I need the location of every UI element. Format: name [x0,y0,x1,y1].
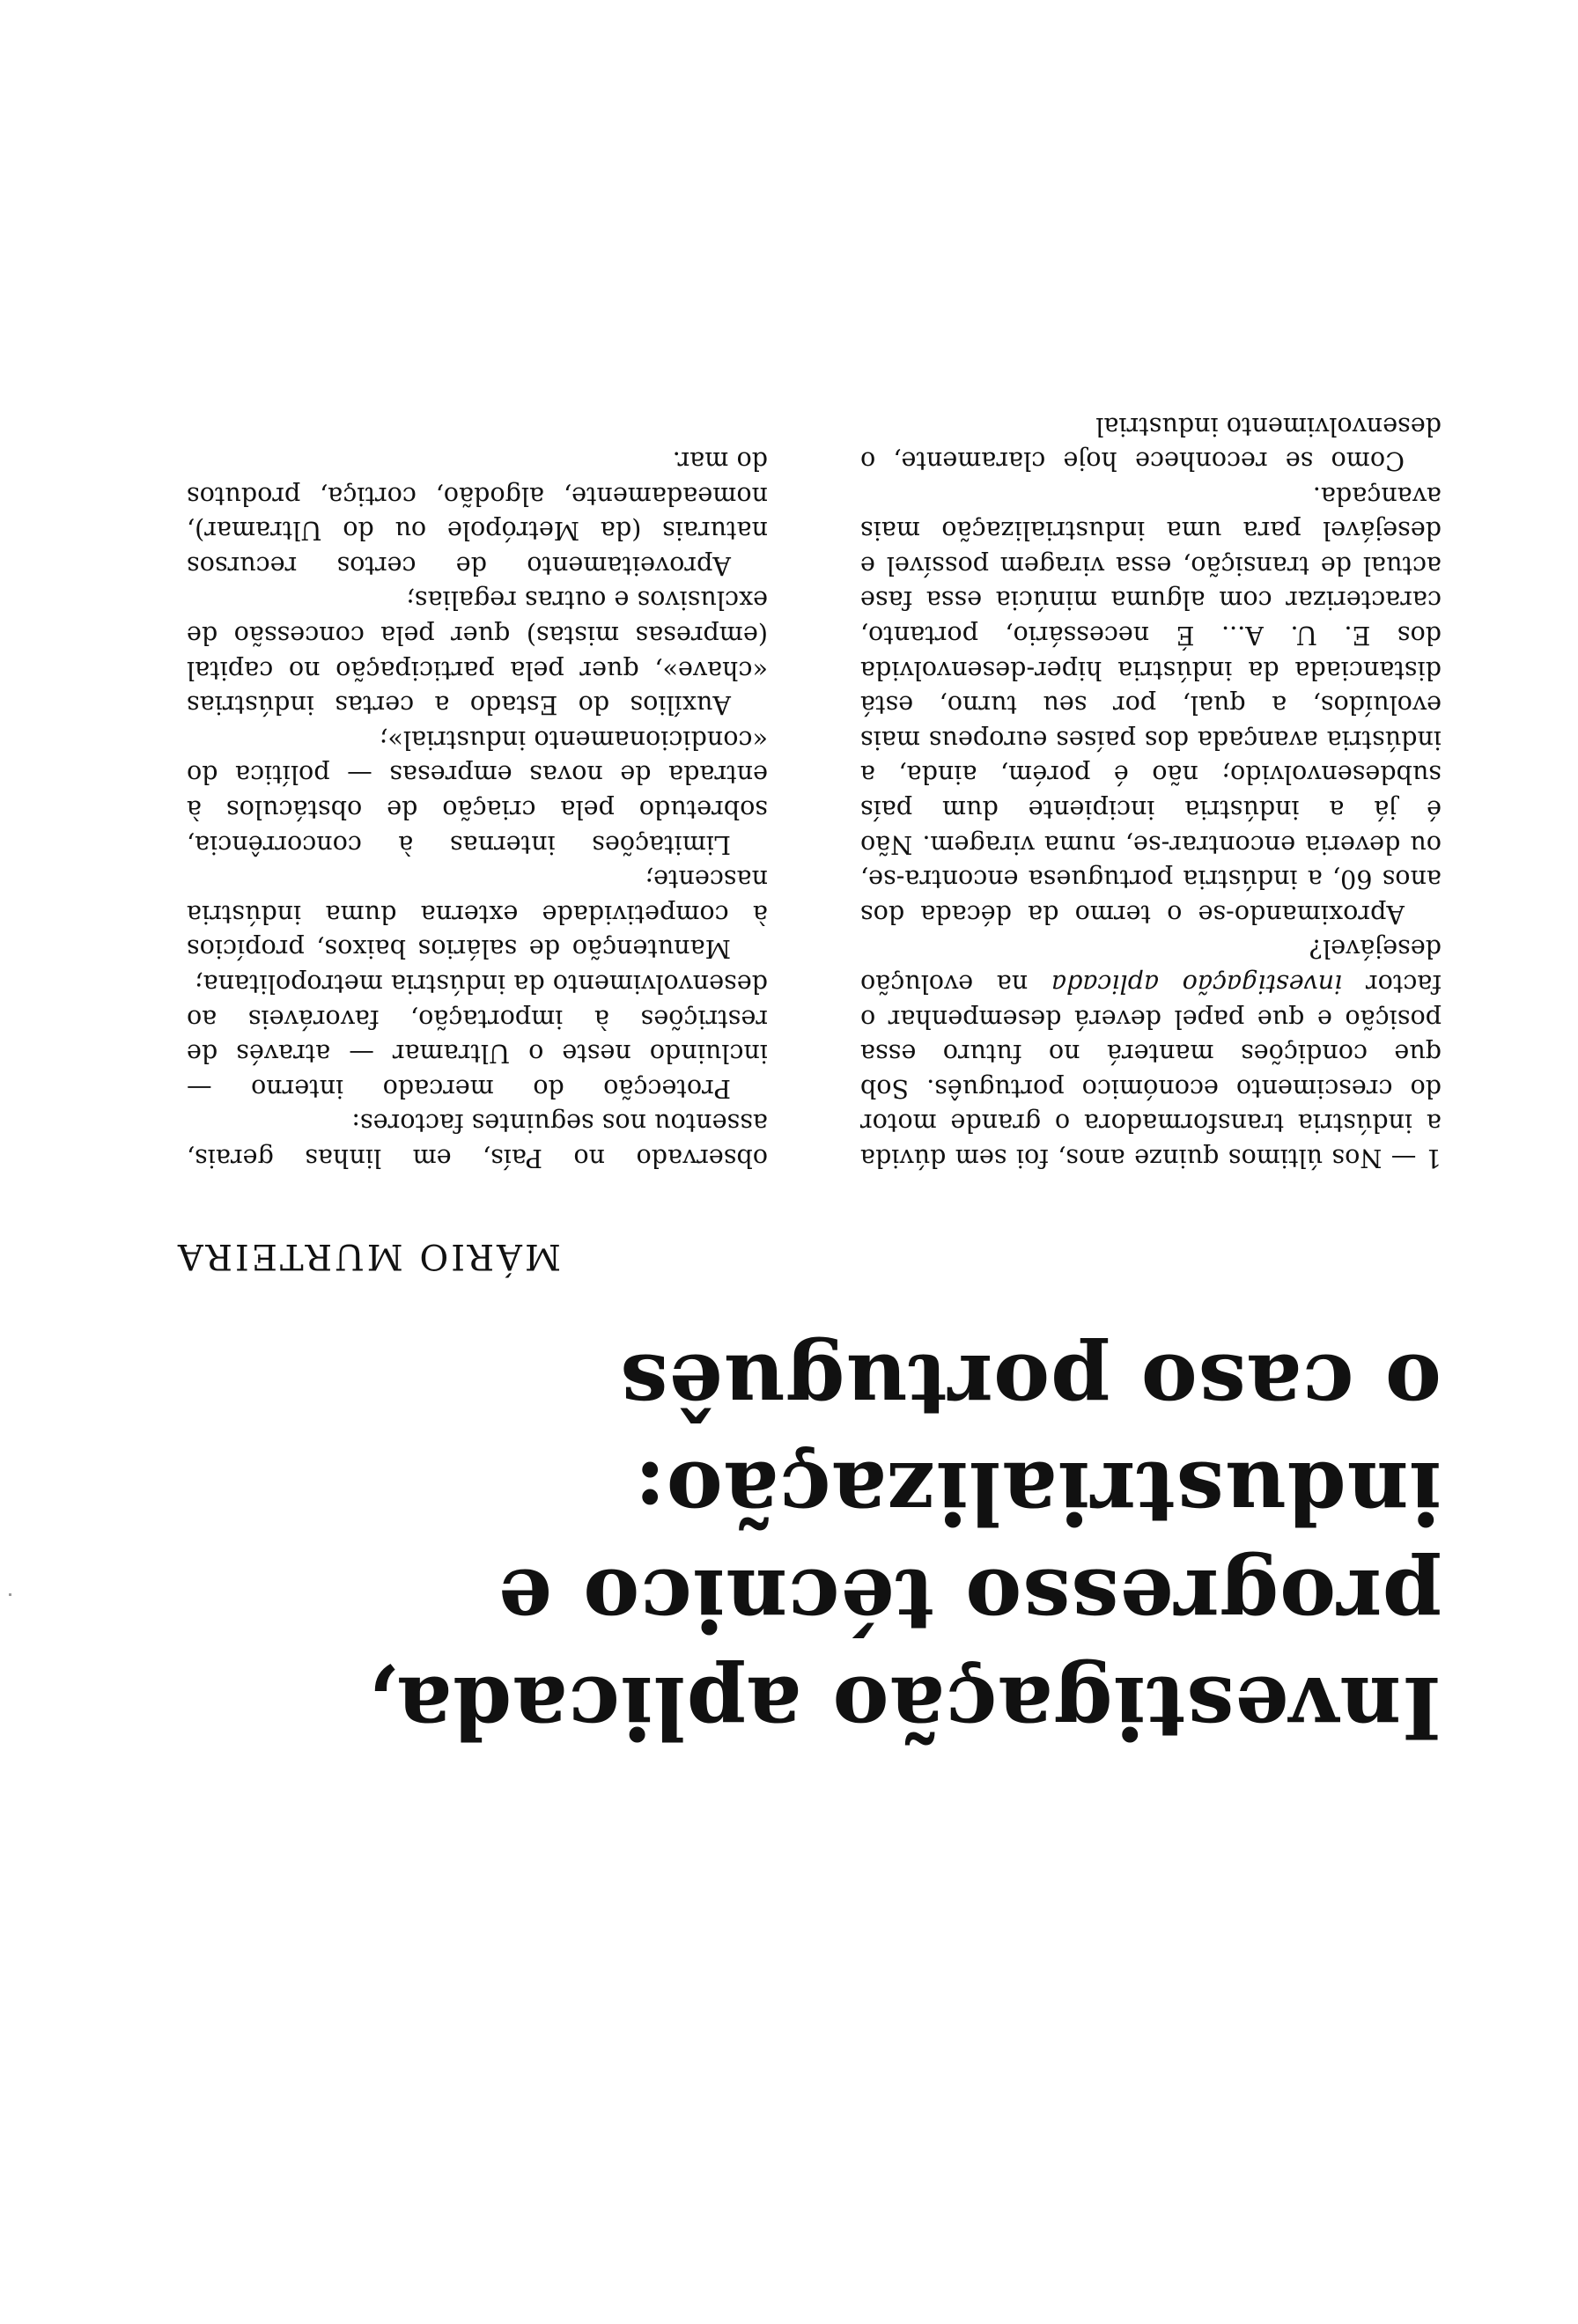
title-line: industrialização: [633,1443,1442,1542]
paragraph: Aproximando-se o termo da década dos anos 60, a indústria portuguesa encontra-se, ou deveria encontrar-se, numa viragem. Não é já a indústria incipiente dum país subdesenvolvido; não é porém, ainda, a indústria avançada dos países europeus mais evoluídos, a qual, por seu turno, está distanciada da indústria hiper-desenvolvida dos E. U. A... É necessário, portanto, caracterizar com alguma minúcia essa fase actual de transição, essa viragem possível e desejável para uma industrialização mais avançada. [860,481,1442,930]
article-title [121,1331,1442,1761]
paragraph: Como se reconhece hoje claramente, o desenvolvimento industrial [860,411,1442,477]
left-column [860,408,1442,1175]
right-column [187,444,768,1175]
scan-speck [9,1593,11,1596]
title-line: o caso português [619,1335,1442,1435]
paragraph: Aproveitamento de certos recursos naturais (da Metrópole ou do Ultramar), nomeadamente, algodão, cortiça, produtos do mar. [187,446,768,581]
title-line: Investigação aplicada, [365,1658,1442,1757]
paragraph: Limitações internas à concorrência, sobretudo pela criação de obstáculos à entrada de novas empresas — política do «condicionamento industrial»; [187,724,768,860]
paragraph: observado no País, em linhas gerais, assentou nos seguintes factores: [187,1108,768,1173]
paragraph [860,931,1442,1175]
author-name: MÁRIO MURTEIRA [174,1236,561,1276]
paragraph: Auxílios do Estado a certas indústrias «chave», quer pela participação no capital (empresas mistas) quer pela concessão de exclusivos e outras regalias; [187,585,768,721]
emphasis-text: investigação aplicada [1051,969,1343,1000]
paragraph-text: na evolução desejável? [860,934,1442,1000]
paragraph: Manutenção de salários baixos, propícios à competividade externa duma indústria nascente; [187,864,768,965]
paragraph-text: 1 — Nos últimos quinze anos, foi sem dúvida a indústria transformadora o grande motor do crescimento económico português. Sob que condições manterá no futuro essa posição e que papel deverá desempenhar o factor [860,969,1442,1173]
paragraph: Protecção do mercado interno — incluindo neste o Ultramar — através de restrições à importação, favoráveis ao desenvolvimento da indústria metropolitana; [187,969,768,1104]
title-line: progresso técnico e [497,1550,1442,1650]
